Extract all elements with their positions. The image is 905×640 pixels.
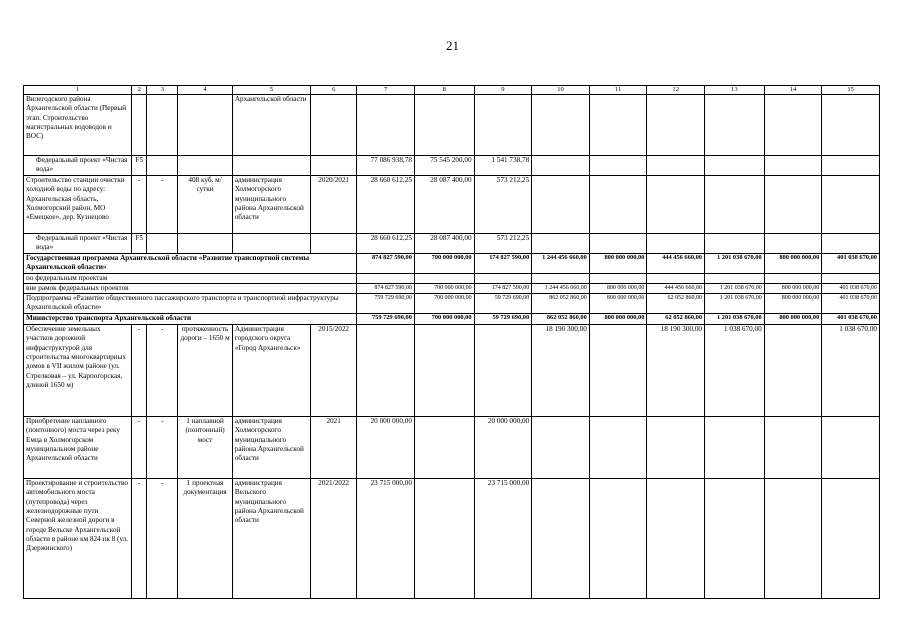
amount-col7: 20 000 000,00 bbox=[357, 416, 415, 478]
executor: администрация Холмогорского муниципального района Архангельской области bbox=[232, 416, 310, 478]
cell bbox=[357, 273, 415, 283]
cell bbox=[589, 416, 647, 478]
capacity: 1 проектная документация bbox=[178, 478, 233, 598]
header-cell: 9 bbox=[474, 86, 532, 95]
object-name: Обеспечение земельных участков дорожной инфраструктурой для строительства многоквартирных домов в VII жилом районе (ул. Стрелковая – ул. Карпогорская, длиной 1650 м) bbox=[24, 324, 132, 416]
amount-col7: 759 729 690,00 bbox=[357, 294, 415, 314]
cell bbox=[647, 416, 705, 478]
cell bbox=[357, 95, 415, 156]
capacity: 408 куб. м/сутки bbox=[178, 176, 233, 234]
cell bbox=[147, 156, 178, 176]
cell bbox=[705, 176, 765, 234]
page-number: 21 bbox=[446, 38, 459, 53]
period: 2015/2022 bbox=[311, 324, 357, 416]
table-row bbox=[24, 416, 880, 478]
project-code: F5 bbox=[132, 234, 147, 254]
cell bbox=[705, 416, 765, 478]
cell bbox=[764, 234, 822, 254]
cell bbox=[178, 234, 233, 254]
table-row bbox=[24, 234, 880, 254]
header-cell: 5 bbox=[232, 86, 310, 95]
amount-col12: 444 456 660,00 bbox=[647, 284, 705, 294]
amount-col14: 800 000 000,00 bbox=[764, 254, 822, 274]
program-name: Государственная программа Архангельской области «Развитие транспортной системы Архангельской области» bbox=[24, 254, 357, 274]
cell bbox=[764, 156, 822, 176]
amount-col14: 800 000 000,00 bbox=[764, 313, 822, 324]
amount-col7: 77 086 938,78 bbox=[357, 156, 415, 176]
capacity: 1 наплавной (понтонный) мост bbox=[178, 416, 233, 478]
amount-col10: 1 244 456 660,00 bbox=[532, 284, 590, 294]
executor: Архангельской области bbox=[232, 95, 310, 156]
cell bbox=[132, 95, 147, 156]
table-row bbox=[24, 294, 880, 314]
col2-value: - bbox=[132, 324, 147, 416]
table-row bbox=[24, 254, 880, 274]
amount-col8: 28 087 400,00 bbox=[414, 234, 474, 254]
col2-value: - bbox=[132, 416, 147, 478]
cell bbox=[705, 478, 765, 598]
cell bbox=[474, 95, 532, 156]
header-cell: 1 bbox=[24, 86, 132, 95]
cell bbox=[822, 176, 880, 234]
amount-col12: 62 052 860,00 bbox=[647, 294, 705, 314]
header-cell: 6 bbox=[311, 86, 357, 95]
amount-col9: 573 212,25 bbox=[474, 234, 532, 254]
header-cell: 10 bbox=[532, 86, 590, 95]
amount-col11: 800 000 000,00 bbox=[589, 254, 647, 274]
table-row bbox=[24, 273, 880, 283]
cell bbox=[647, 273, 705, 283]
header-cell: 13 bbox=[705, 86, 765, 95]
table-row bbox=[24, 156, 880, 176]
cell bbox=[589, 273, 647, 283]
cell bbox=[705, 273, 765, 283]
cell bbox=[414, 95, 474, 156]
header-cell: 12 bbox=[647, 86, 705, 95]
executor: Администрация городского округа «Город Архангельск» bbox=[232, 324, 310, 416]
cell bbox=[414, 273, 474, 283]
object-name: Приобретение наплавного (понтонного) моста через реку Емца в Холмогорском муниципальном районе Архангельской области bbox=[24, 416, 132, 478]
col3-value: - bbox=[147, 478, 178, 598]
cell bbox=[532, 176, 590, 234]
amount-col15: 401 038 670,00 bbox=[822, 284, 880, 294]
object-name: Вилегодского района Архангельской области (Первый этап. Строительство магистральных водоводов и ВОС) bbox=[24, 95, 132, 156]
header-cell: 15 bbox=[822, 86, 880, 95]
amount-col10: 18 190 300,00 bbox=[532, 324, 590, 416]
header-cell: 7 bbox=[357, 86, 415, 95]
cell bbox=[311, 234, 357, 254]
cell bbox=[532, 234, 590, 254]
amount-col10: 862 052 860,00 bbox=[532, 313, 590, 324]
cell bbox=[764, 478, 822, 598]
cell bbox=[589, 478, 647, 598]
cell bbox=[764, 416, 822, 478]
col2-value: - bbox=[132, 478, 147, 598]
object-name: Федеральный проект «Чистая вода» bbox=[24, 156, 132, 176]
cell bbox=[647, 156, 705, 176]
amount-col13: 1 201 038 670,00 bbox=[705, 254, 765, 274]
amount-col8: 700 000 000,00 bbox=[414, 313, 474, 324]
cell bbox=[178, 156, 233, 176]
project-code: F5 bbox=[132, 156, 147, 176]
table-header-row bbox=[24, 86, 880, 95]
cell bbox=[822, 273, 880, 283]
amount-col7: 28 660 612,25 bbox=[357, 176, 415, 234]
table-row bbox=[24, 478, 880, 598]
cell bbox=[764, 324, 822, 416]
cell bbox=[764, 95, 822, 156]
cell bbox=[532, 156, 590, 176]
amount-col8: 700 000 000,00 bbox=[414, 284, 474, 294]
col2-value: - bbox=[132, 176, 147, 234]
header-cell: 3 bbox=[147, 86, 178, 95]
table-row bbox=[24, 324, 880, 416]
period: 2021 bbox=[311, 416, 357, 478]
object-name: Федеральный проект «Чистая вода» bbox=[24, 234, 132, 254]
amount-col13: 1 201 038 670,00 bbox=[705, 284, 765, 294]
cell bbox=[822, 478, 880, 598]
amount-col10: 862 052 860,00 bbox=[532, 294, 590, 314]
amount-col9: 23 715 000,00 bbox=[474, 478, 532, 598]
period: 2020/2021 bbox=[311, 176, 357, 234]
row-label: вне рамок федеральных проектов bbox=[24, 284, 357, 294]
amount-col11: 800 000 000,00 bbox=[589, 284, 647, 294]
header-cell: 2 bbox=[132, 86, 147, 95]
amount-col15: 1 038 670,00 bbox=[822, 324, 880, 416]
cell bbox=[589, 234, 647, 254]
cell bbox=[311, 156, 357, 176]
amount-col14: 800 000 000,00 bbox=[764, 284, 822, 294]
cell bbox=[705, 95, 765, 156]
cell bbox=[532, 478, 590, 598]
cell bbox=[822, 156, 880, 176]
cell bbox=[589, 95, 647, 156]
cell bbox=[311, 95, 357, 156]
subprogram-name: Подпрограмма «Развитие общественного пассажирского транспорта и транспортной инфраструктуры Архангельской области» bbox=[24, 294, 357, 314]
row-label: по федеральным проектам bbox=[24, 273, 357, 283]
amount-col12: 444 456 660,00 bbox=[647, 254, 705, 274]
cell bbox=[764, 176, 822, 234]
cell bbox=[147, 234, 178, 254]
cell bbox=[589, 176, 647, 234]
cell bbox=[647, 95, 705, 156]
amount-col9: 1 541 738,78 bbox=[474, 156, 532, 176]
amount-col15: 401 038 670,00 bbox=[822, 254, 880, 274]
program-table bbox=[23, 85, 880, 599]
object-name: Проектирование и строительство автомобильного моста (путепровода) через железнодорожные пути Северной железной дороги в городе Вельске Архангельской области в районе км 824 пк 8 (ул. Дзержинского) bbox=[24, 478, 132, 598]
header-cell: 4 bbox=[178, 86, 233, 95]
cell bbox=[822, 416, 880, 478]
col3-value: - bbox=[147, 416, 178, 478]
cell bbox=[178, 95, 233, 156]
cell bbox=[414, 416, 474, 478]
amount-col8: 75 545 200,00 bbox=[414, 156, 474, 176]
amount-col8: 700 000 000,00 bbox=[414, 294, 474, 314]
cell bbox=[414, 478, 474, 598]
amount-col9: 174 827 590,00 bbox=[474, 254, 532, 274]
table-row bbox=[24, 176, 880, 234]
table-row bbox=[24, 95, 880, 156]
amount-col15: 401 038 670,00 bbox=[822, 313, 880, 324]
amount-col11: 800 000 000,00 bbox=[589, 294, 647, 314]
amount-col11: 800 000 000,00 bbox=[589, 313, 647, 324]
amount-col10: 1 244 456 660,00 bbox=[532, 254, 590, 274]
amount-col9: 59 729 690,00 bbox=[474, 294, 532, 314]
cell bbox=[705, 234, 765, 254]
cell bbox=[414, 324, 474, 416]
object-name: Строительство станции очистки холодной воды по адресу: Архангельская область, Холмогорский район, МО «Емецкое», дер. Кузнецово bbox=[24, 176, 132, 234]
amount-col14: 800 000 000,00 bbox=[764, 294, 822, 314]
cell bbox=[532, 95, 590, 156]
executor: администрация Вельского муниципального района Архангельской области bbox=[232, 478, 310, 598]
header-cell: 8 bbox=[414, 86, 474, 95]
amount-col9: 573 212,25 bbox=[474, 176, 532, 234]
amount-col8: 28 087 400,00 bbox=[414, 176, 474, 234]
cell bbox=[589, 156, 647, 176]
executor: администрация Холмогорского муниципального района Архангельской области bbox=[232, 176, 310, 234]
header-cell: 14 bbox=[764, 86, 822, 95]
amount-col12: 62 052 860,00 bbox=[647, 313, 705, 324]
cell bbox=[647, 176, 705, 234]
cell bbox=[532, 416, 590, 478]
amount-col7: 23 715 000,00 bbox=[357, 478, 415, 598]
ministry-name: Министерство транспорта Архангельской области bbox=[24, 313, 357, 324]
amount-col13: 1 201 038 670,00 bbox=[705, 294, 765, 314]
cell bbox=[764, 273, 822, 283]
cell bbox=[357, 324, 415, 416]
amount-col7: 759 729 690,00 bbox=[357, 313, 415, 324]
period: 2021/2022 bbox=[311, 478, 357, 598]
table-row bbox=[24, 284, 880, 294]
amount-col7: 874 827 590,00 bbox=[357, 284, 415, 294]
amount-col8: 700 000 000,00 bbox=[414, 254, 474, 274]
cell bbox=[474, 324, 532, 416]
cell bbox=[705, 156, 765, 176]
amount-col12: 18 190 300,00 bbox=[647, 324, 705, 416]
amount-col7: 874 827 590,00 bbox=[357, 254, 415, 274]
cell bbox=[147, 95, 178, 156]
table-row bbox=[24, 313, 880, 324]
cell bbox=[647, 234, 705, 254]
col3-value: - bbox=[147, 324, 178, 416]
cell bbox=[532, 273, 590, 283]
cell bbox=[232, 234, 310, 254]
col3-value: - bbox=[147, 176, 178, 234]
amount-col9: 174 827 590,00 bbox=[474, 284, 532, 294]
cell bbox=[474, 273, 532, 283]
amount-col13: 1 201 038 670,00 bbox=[705, 313, 765, 324]
capacity: протяженность дороги – 1650 м bbox=[178, 324, 233, 416]
cell bbox=[232, 156, 310, 176]
amount-col7: 28 660 612,25 bbox=[357, 234, 415, 254]
cell bbox=[822, 95, 880, 156]
amount-col15: 401 038 670,00 bbox=[822, 294, 880, 314]
cell bbox=[822, 234, 880, 254]
cell bbox=[589, 324, 647, 416]
amount-col9: 59 729 690,00 bbox=[474, 313, 532, 324]
amount-col9: 20 000 000,00 bbox=[474, 416, 532, 478]
header-cell: 11 bbox=[589, 86, 647, 95]
amount-col13: 1 038 670,00 bbox=[705, 324, 765, 416]
cell bbox=[647, 478, 705, 598]
